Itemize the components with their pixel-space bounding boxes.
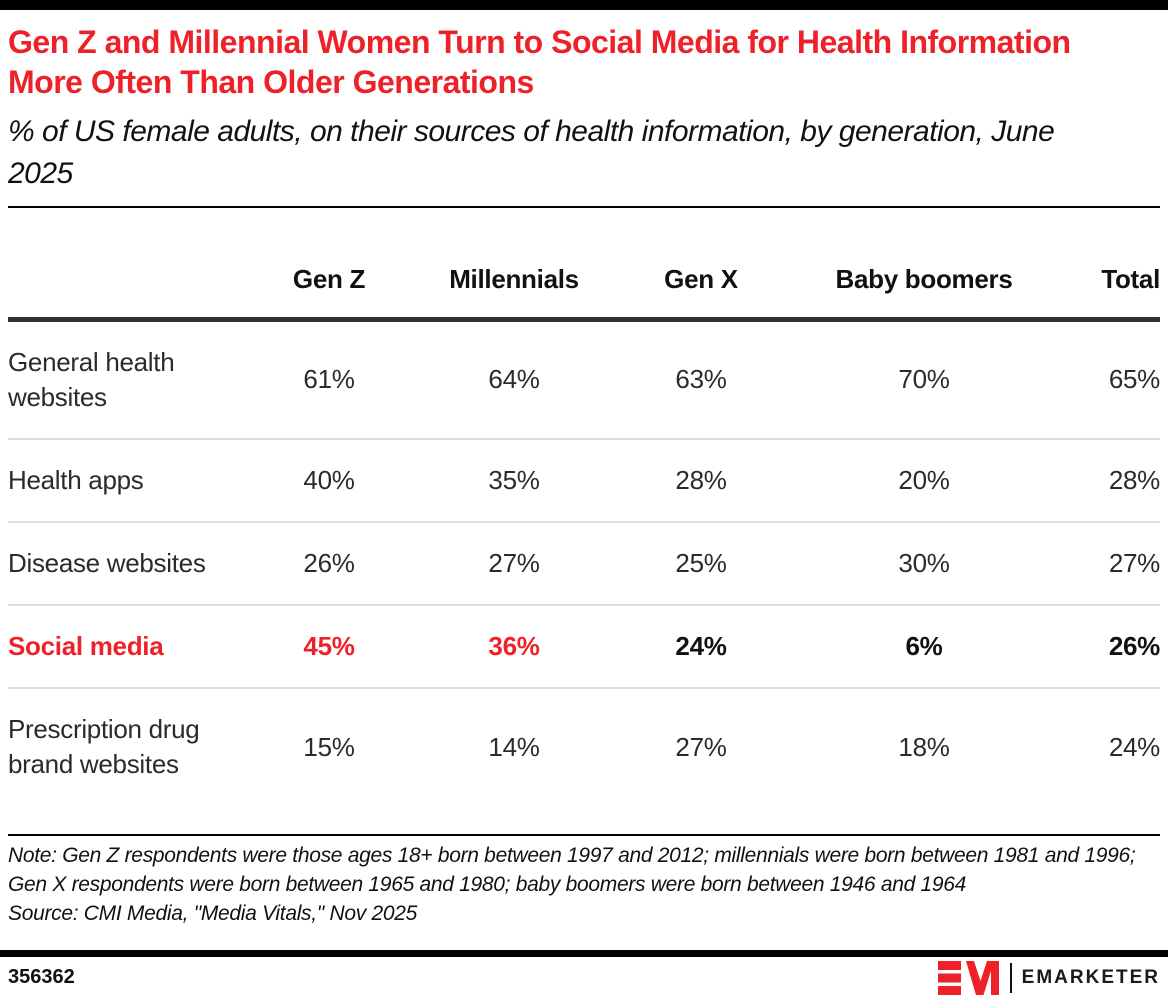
brand-name: EMARKETER: [1021, 966, 1160, 988]
chart-content: [0, 10, 1168, 950]
row-label: General health websites: [8, 346, 175, 412]
bottom-black-bar: [0, 950, 1168, 957]
value-cell: 63%: [675, 364, 727, 395]
data-table: [8, 208, 1160, 835]
value-cell: 14%: [388, 688, 640, 834]
value-cell: 26%: [270, 522, 388, 605]
chart-header: [8, 10, 1160, 208]
footnote-note: Note: Gen Z respondents were those ages 18+ born between 1997 and 2012; millennials were born between 1981 and 1996; Gen X respondents were born between 1965 and 1980; baby boomers were born between 1946 and 1964: [8, 844, 1136, 897]
value-cell: 27%: [640, 688, 762, 834]
value-cell: 18%: [762, 688, 1086, 834]
row-label: Disease websites: [8, 522, 270, 605]
table-row-social-media: [8, 605, 1160, 688]
column-header-millennials: Millennials: [388, 208, 640, 320]
value-cell: 64%: [488, 364, 540, 395]
footnote-block: [8, 834, 1160, 933]
value-cell: 28%: [640, 439, 762, 522]
column-header-gen-z: Gen Z: [270, 208, 388, 320]
table-row-prescription-drug-brand-websites: [8, 688, 1160, 834]
value-cell: 28%: [1086, 439, 1160, 522]
value-cell: 30%: [762, 522, 1086, 605]
value-cell: 61%: [303, 364, 355, 395]
value-cell-bold: 26%: [1086, 605, 1160, 688]
value-cell: 70%: [898, 364, 950, 395]
value-cell: 20%: [762, 439, 1086, 522]
column-header-total: Total: [1086, 208, 1160, 320]
value-cell-bold: 6%: [762, 605, 1086, 688]
value-cell-highlighted: 36%: [388, 605, 640, 688]
value-cell: 24%: [1086, 688, 1160, 834]
em-logo-icon: [938, 960, 1000, 996]
logo-divider: [1010, 963, 1012, 993]
value-cell: 27%: [388, 522, 640, 605]
emarketer-logo: [938, 960, 1160, 996]
footnote-source: Source: CMI Media, "Media Vitals," Nov 2025: [8, 902, 417, 926]
footer: [0, 957, 1168, 998]
chart-subtitle: % of US female adults, on their sources of health information, by generation, June 2025: [8, 114, 1055, 191]
table-header-row: [8, 208, 1160, 320]
column-header-blank: [8, 208, 270, 320]
value-cell: 65%: [1108, 364, 1160, 395]
column-header-gen-x: Gen X: [640, 208, 762, 320]
value-cell: 40%: [270, 439, 388, 522]
row-label: Health apps: [8, 439, 270, 522]
table-row-health-apps: [8, 439, 1160, 522]
top-black-bar: [0, 0, 1168, 10]
value-cell: 15%: [270, 688, 388, 834]
value-cell: 25%: [640, 522, 762, 605]
table-row-general-health-websites: [8, 319, 1160, 439]
table-row-disease-websites: [8, 522, 1160, 605]
value-cell-bold: 24%: [640, 605, 762, 688]
row-label-highlighted: Social media: [8, 605, 270, 688]
value-cell-highlighted: 45%: [270, 605, 388, 688]
value-cell: 35%: [388, 439, 640, 522]
chart-id: 356362: [8, 966, 75, 988]
value-cell: 27%: [1086, 522, 1160, 605]
column-header-baby-boomers: Baby boomers: [762, 208, 1086, 320]
row-label: Prescription drug brand websites: [8, 688, 270, 834]
chart-title: Gen Z and Millennial Women Turn to Social Media for Health Information More Often Than Older Generations: [8, 24, 1071, 101]
